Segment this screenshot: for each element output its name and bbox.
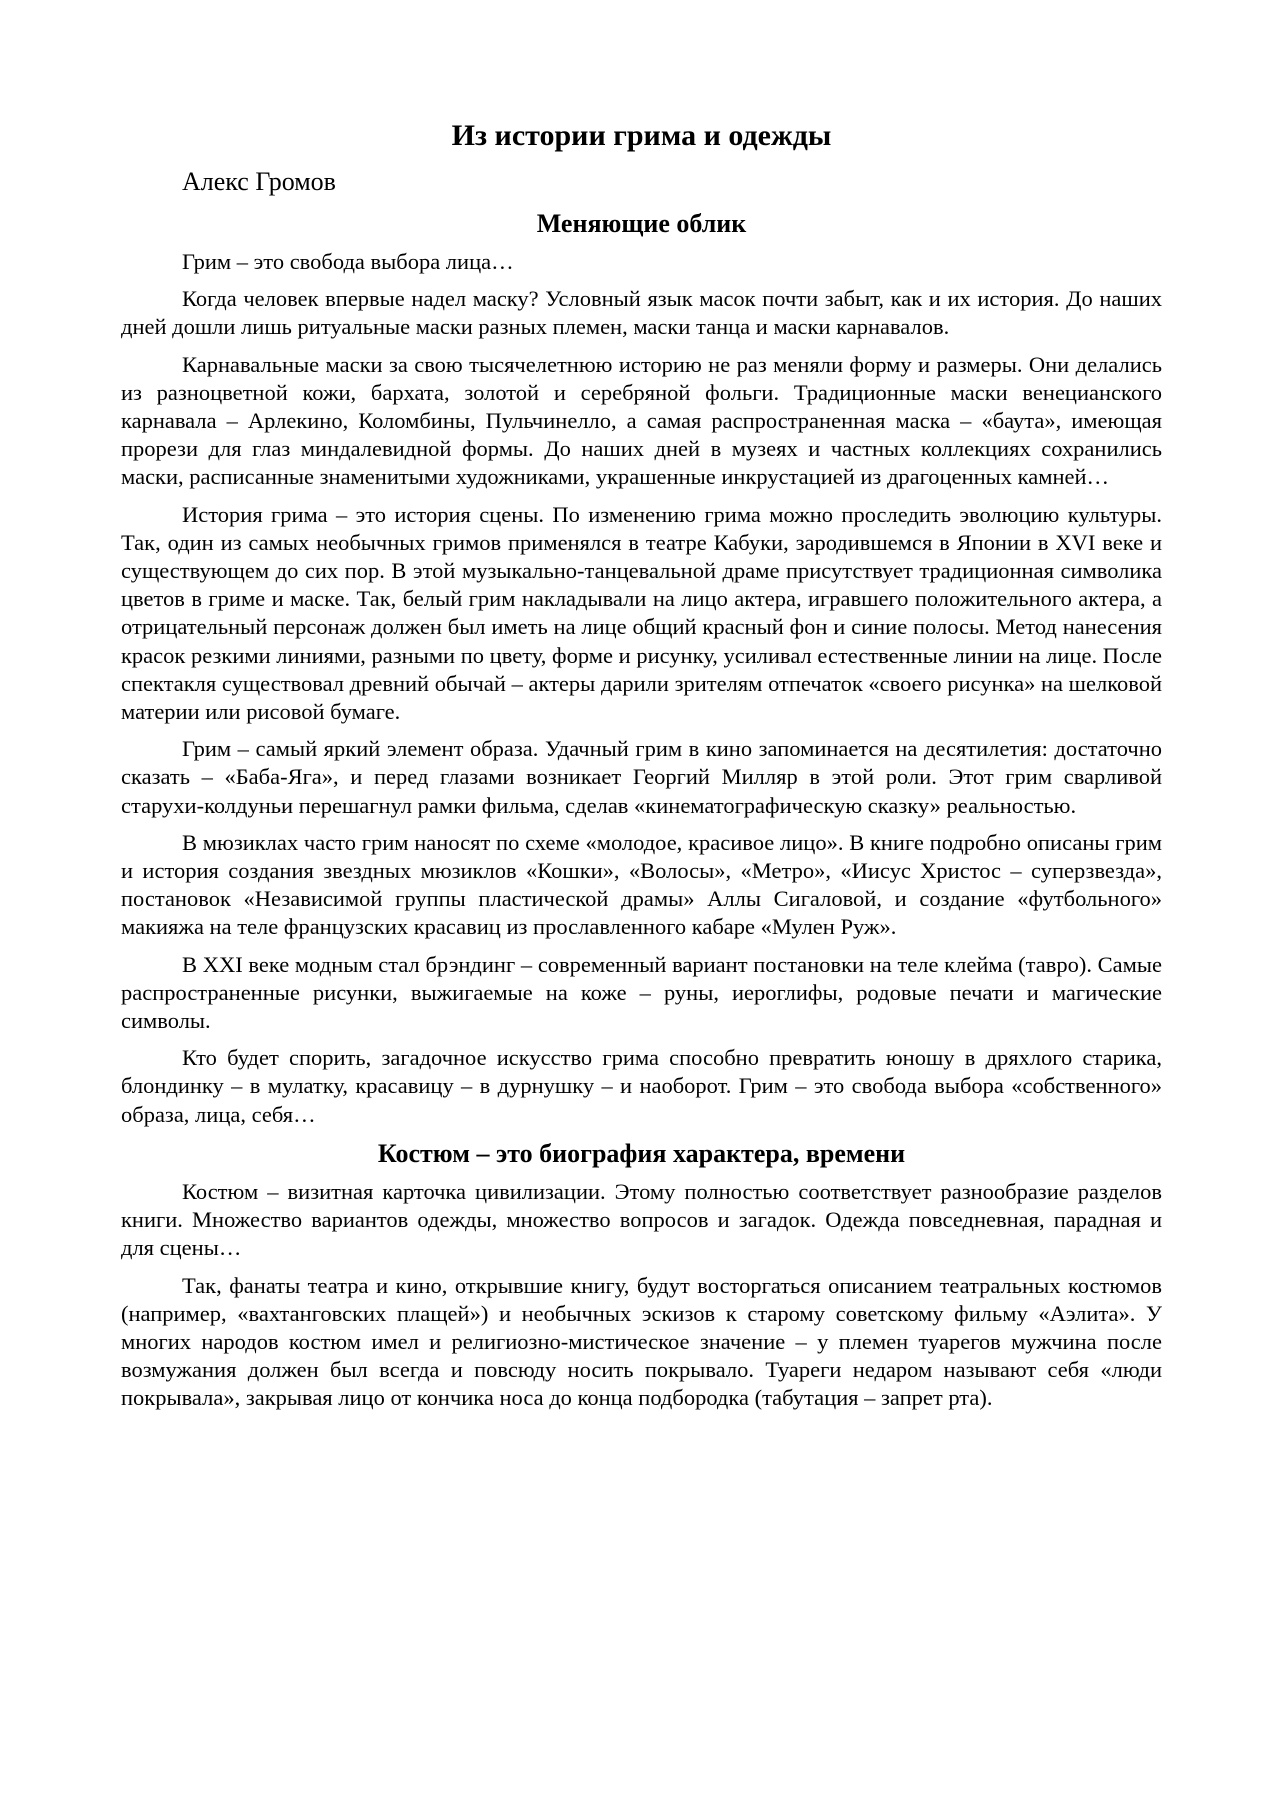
paragraph: В XXI веке модным стал брэндинг – современный вариант постановки на теле клейма (тавро). Самые распространенные рисунки, выжигаемые на коже – руны, иероглифы, родовые печати и магические символы. xyxy=(121,951,1162,1034)
paragraph: В мюзиклах часто грим наносят по схеме «молодое, красивое лицо». В книге подробно описаны грим и история создания звездных мюзиклов «Кошки», «Волосы», «Метро», «Иисус Христос – суперзвезда», постановок «Независимой группы пластической драмы» Аллы Сигаловой, и создание «футбольного» макияжа на теле французских красавиц из прославленного кабаре «Мулен Руж». xyxy=(121,829,1162,940)
document-title: Из истории грима и одежды xyxy=(451,119,832,152)
paragraph: Так, фанаты театра и кино, открывшие книгу, будут восторгаться описанием театральных костюмов (например, «вахтанговских плащей») и необычных эскизов к старому советскому фильму «Аэлита». У многих народов костюм имел и религиозно-мистическое значение – у племен туарегов мужчина после возмужания должен был всегда и повсюду носить покрывало. Туареги недаром называют себя «люди покрывала», закрывая лицо от кончика носа до конца подбородка (табутация – запрет рта). xyxy=(121,1272,1162,1411)
paragraph: Когда человек впервые надел маску? Условный язык масок почти забыт, как и их история. До наших дней дошли лишь ритуальные маски разных племен, маски танца и маски карнавалов. xyxy=(121,286,1162,340)
section-heading-changing-appearance: Меняющие облик xyxy=(536,209,747,238)
paragraph: Карнавальные маски за свою тысячелетнюю историю не раз меняли форму и размеры. Они делались из разноцветной кожи, бархата, золотой и серебряной фольги. Традиционные маски венецианского карнавала – Арлекино, Коломбины, Пульчинелло, а самая распространенная маска – «баута», имеющая прорези для глаз миндалевидной формы. До наших дней в музеях и частных коллекциях сохранились маски, расписанные знаменитыми художниками, украшенные инкрустацией из драгоценных камней… xyxy=(121,351,1162,490)
document-page xyxy=(121,118,1162,1422)
paragraph: Костюм – визитная карточка цивилизации. Этому полностью соответствует разнообразие разделов книги. Множество вариантов одежды, множество вопросов и загадок. Одежда повседневная, парадная и для сцены… xyxy=(121,1178,1162,1261)
paragraph: Грим – это свобода выбора лица… xyxy=(182,249,514,274)
paragraph: Грим – самый яркий элемент образа. Удачный грим в кино запоминается на десятилетия: достаточно сказать – «Баба-Яга», и перед глазами возникает Георгий Милляр в этой роли. Этот грим сварливой старухи-колдуньи перешагнул рамки фильма, сделав «кинематографическую сказку» реальностью. xyxy=(121,736,1162,818)
paragraph: Кто будет спорить, загадочное искусство грима способно превратить юношу в дряхлого старика, блондинку – в мулатку, красавицу – в дурнушку – и наоборот. Грим – это свобода выбора «собственного» образа, лица, себя… xyxy=(121,1045,1162,1127)
paragraph: История грима – это история сцены. По изменению грима можно проследить эволюцию культуры. Так, один из самых необычных гримов применялся в театре Кабуки, зародившемся в Японии в XVI веке и существующем до сих пор. В этой музыкально-танцевальной драме присутствует традиционная символика цветов в гриме и маске. Так, белый грим накладывали на лицо актера, игравшего положительного актера, а отрицательный персонаж должен был иметь на лице общий красный фон и синие полосы. Метод нанесения красок резкими линиями, разными по цвету, форме и рисунку, усиливал естественные линии на лице. После спектакля существовал древний обычай – актеры дарили зрителям отпечаток «своего рисунка» на шелковой материи или рисовой бумаге. xyxy=(121,501,1162,725)
document-author: Алекс Громов xyxy=(182,167,336,196)
section-heading-costume: Костюм – это биография характера, времени xyxy=(377,1138,906,1168)
